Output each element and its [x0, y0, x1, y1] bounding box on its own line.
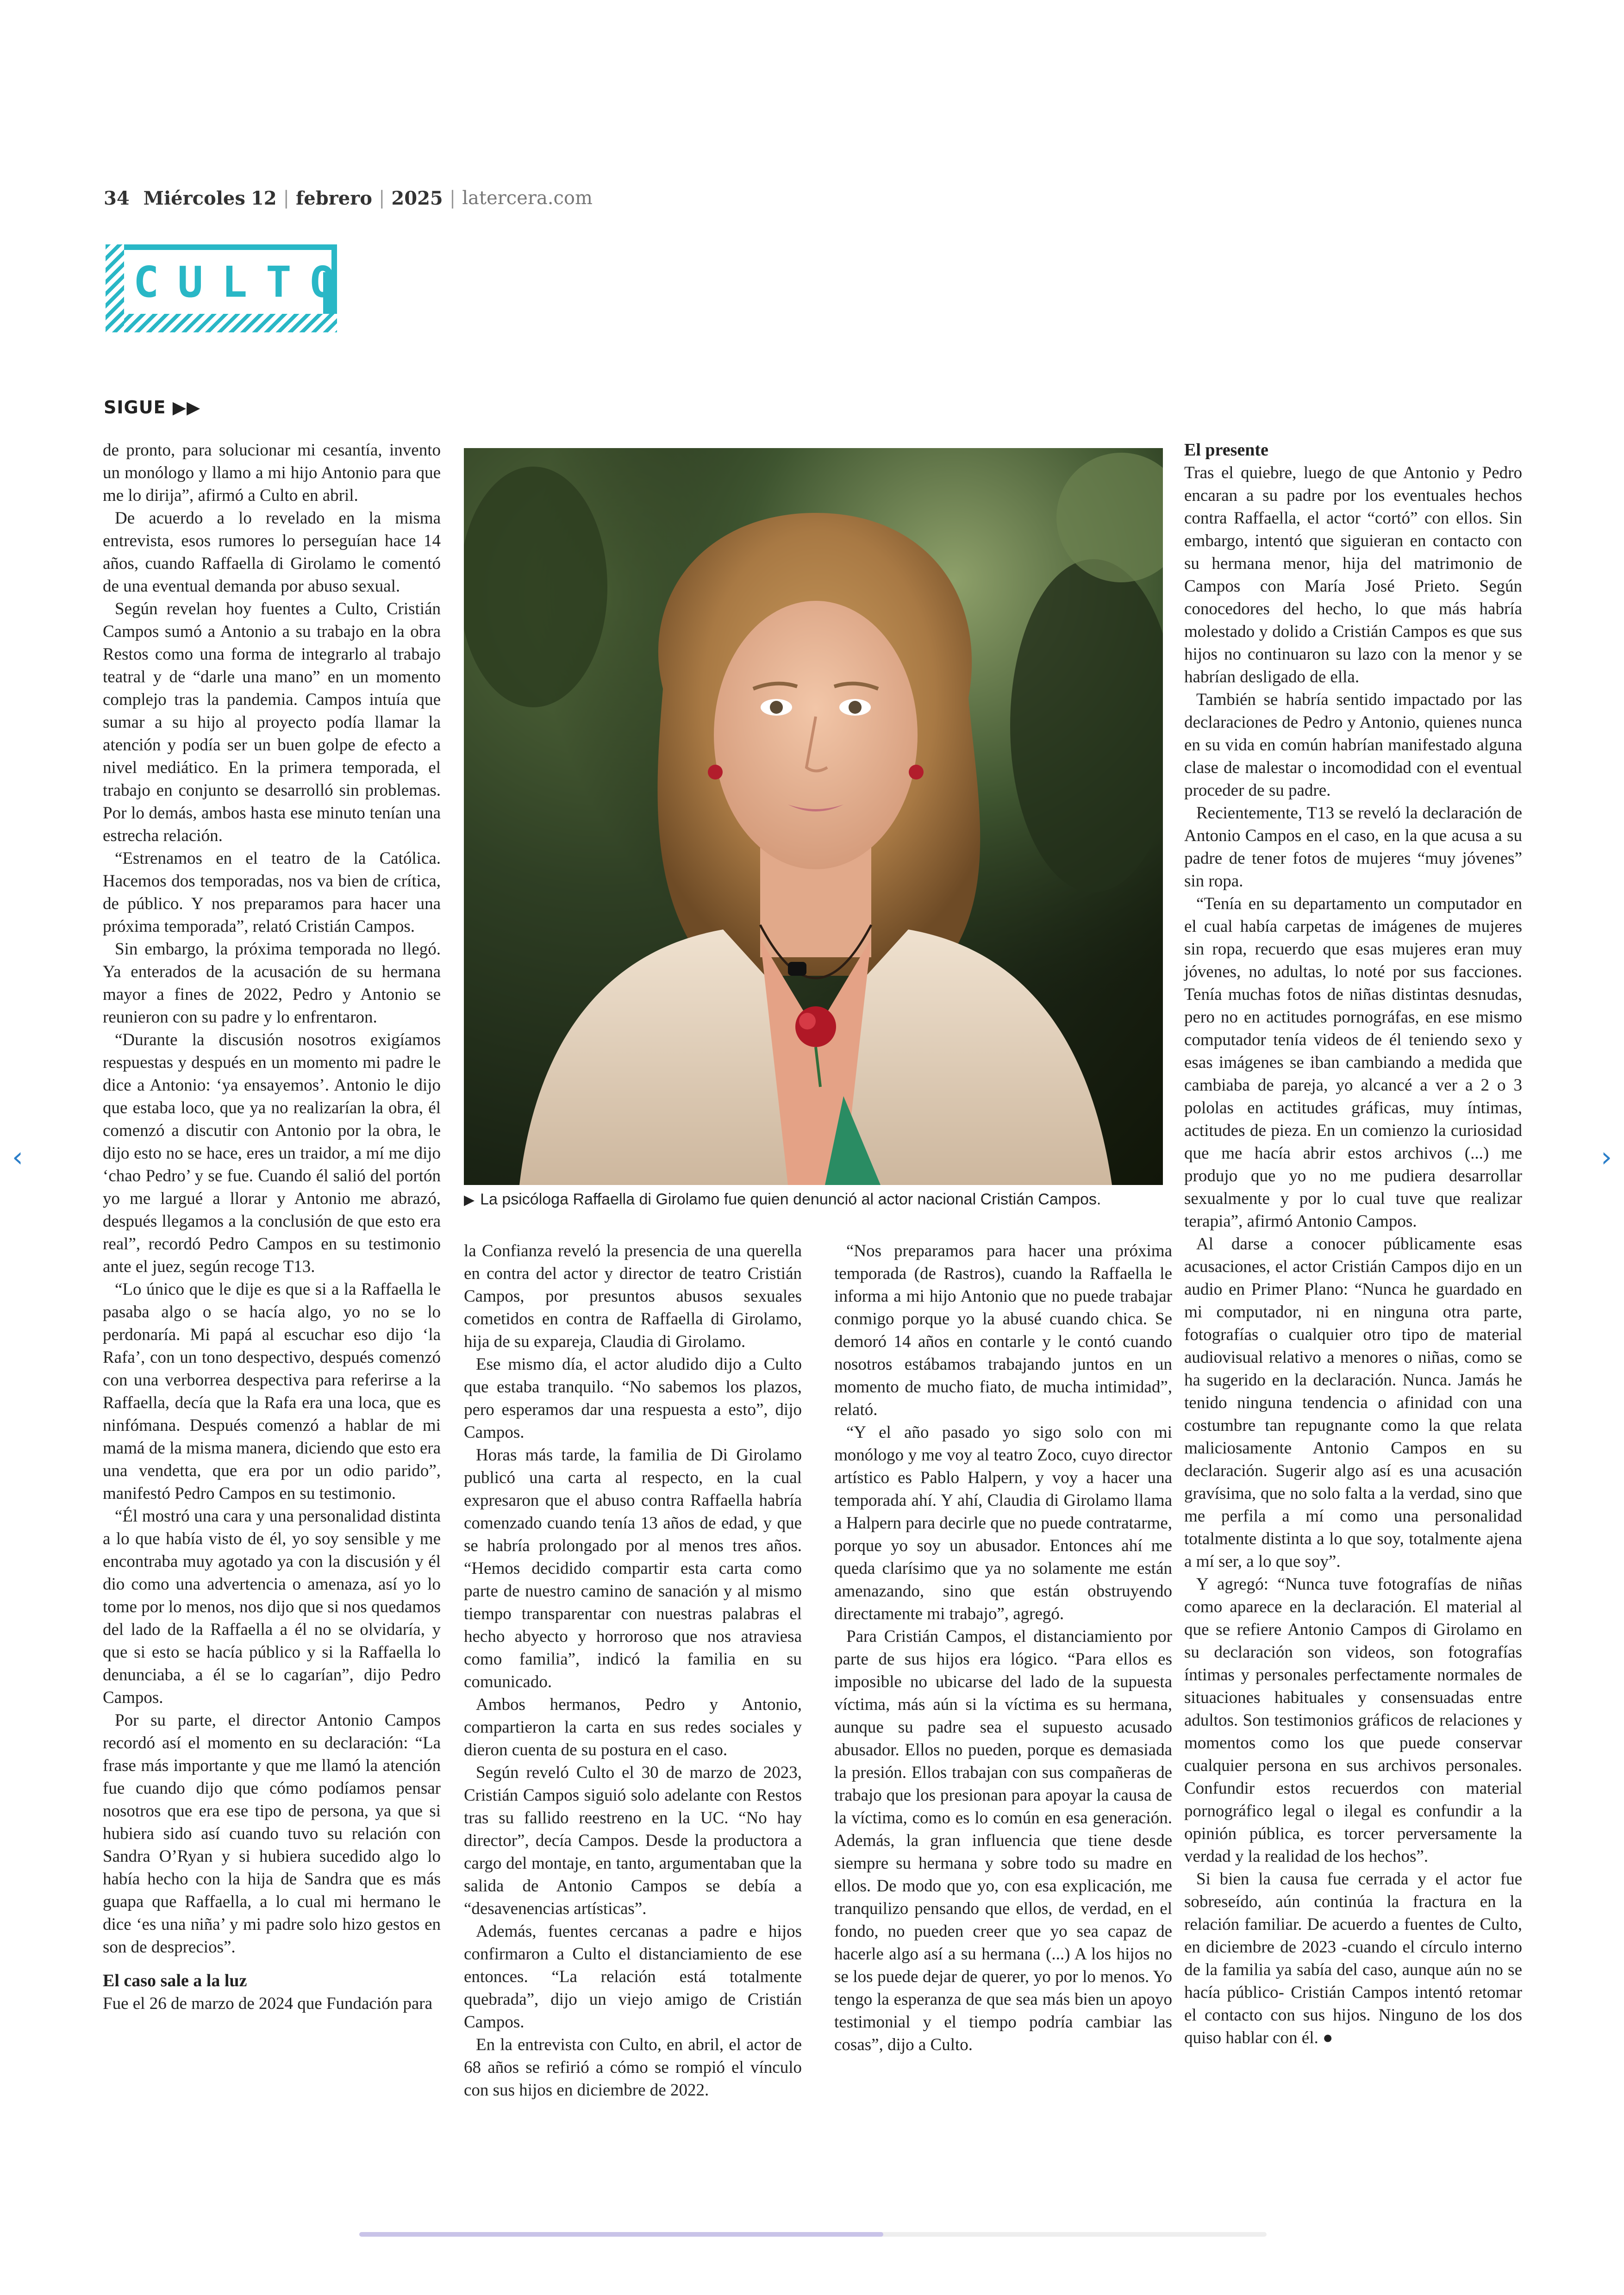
paragraph: “Estrenamos en el teatro de la Católica. Hacemos dos temporadas, nos va bien de crítica, de público. Y nos preparamos para hacer una próxima temporada”, relató Cristián Campos. — [103, 849, 441, 936]
continued-label: SIGUE ▶▶ — [104, 397, 201, 418]
chevron-right-icon: › — [1601, 1141, 1612, 1173]
next-page-button[interactable] — [1593, 1139, 1620, 1176]
article-column-3 — [834, 1240, 1172, 2056]
paragraph: Por su parte, el director Antonio Campos recordó así el momento en su declaración: “La frase más importante y que me llamó la atención fue cuando dijo que cómo podíamos pensar nosotros que era ese tipo de persona, ya que si hubiera sido así cuando tuvo su relación con Sandra O’Ryan y si hubiera sucedido algo lo había hecho con la hija de Sandra que es más guapa que Raffaella, a lo cual mi hermano le dice ‘es una niña’ y mi padre solo hizo gestos en son de desprecios”. — [103, 1711, 441, 1957]
page-number: 34 — [104, 187, 130, 209]
paragraph: Según reveló Culto el 30 de marzo de 2023, Cristián Campos siguió solo adelante con Restos tras su fallido reestreno en la UC. “No hay director”, decía Campos. Desde la productora a cargo del montaje, en tanto, argumentaban que la salida de Antonio Campos se debía a “desavenencias artísticas”. — [464, 1763, 802, 1918]
caption-text: La psicóloga Raffaella di Girolamo fue quien denunció al actor nacional Cristián Campos. — [480, 1191, 1101, 1208]
paragraph: Sin embargo, la próxima temporada no llegó. Ya enterados de la acusación de su hermana mayor a fines de 2022, Pedro y Antonio se reunieron con su padre y lo enfrentaron. — [103, 940, 441, 1027]
paragraph: De acuerdo a lo revelado en la misma entrevista, esos rumores lo perseguían hace 14 años, cuando Raffaella di Girolamo le comentó de una eventual demanda por abuso sexual. — [103, 509, 441, 596]
section-logo-text: CULTO — [133, 257, 354, 307]
paragraph: Recientemente, T13 se reveló la declaración de Antonio Campos en el caso, en la que acusa a su padre de tener fotos de mujeres “muy jóvenes” sin ropa. — [1184, 804, 1522, 891]
page-header: 34 Miércoles 12 | febrero | 2025 | latercera.com — [104, 187, 593, 209]
day: 12 — [250, 187, 277, 209]
year: 2025 — [391, 187, 443, 209]
paragraph: “Lo único que le dije es que si a la Raffaella le pasaba algo o se hacía algo, yo no se lo perdonaría. Mi papá al escuchar eso dijo ‘la Rafa’, con un tono despectivo, después comenzó con una verborrea despectiva para referirse a la Raffaella, decía que la Rafa era una loca, que es ninfómana. Después comenzó a hablar de mi mamá de la misma manera, diciendo que esto era una vendetta, que era por un odio parido”, manifestó Pedro Campos en su testimonio. — [103, 1280, 441, 1503]
chevron-left-icon: ‹ — [12, 1141, 23, 1173]
paragraph: “Tenía en su departamento un computador en el cual había carpetas de imágenes de mujeres sin ropa, recuerdo que esas mujeres eran muy jóvenes, no adultas, lo noté por sus facciones. Tenía muchas fotos de niñas distintas desnudas, pero no en actitudes pornográfas, en ese mismo computador tenía videos de él teniendo sexo y esas imágenes se iban cambiando a medida que cambiaba de pareja, yo alcancé a ver a 2 o 3 pololas en actitudes gráficas, muy íntimas, actitudes de pieza. En un comienzo la curiosidad que me hacía abrir estos archivos (...) me produjo que yo no me pudiera desarrollar sexualmente y por lo cual tuve que realizar terapia”, afirmó Antonio Campos. — [1184, 894, 1522, 1231]
paragraph: Fue el 26 de marzo de 2024 que Fundación para — [103, 1994, 433, 2013]
caption-marker: ▶ — [464, 1192, 475, 1208]
section-logo — [106, 244, 354, 332]
subheading: El presente — [1184, 440, 1268, 460]
paragraph: Según revelan hoy fuentes a Culto, Cristián Campos sumó a Antonio a su trabajo en la obra Restos como una forma de integrarlo al trabajo teatral y de “darle una mano” en un momento complejo tras la pandemia. Campos intuía que sumar a su hijo al proyecto podía llamar la atención y podía ser un buen golpe de efecto a nivel mediático. En la primera temporada, el trabajo en conjunto se desarrolló sin problemas. Por lo demás, ambos hasta ese minuto tenían una estrecha relación. — [103, 599, 441, 845]
paragraph: Además, fuentes cercanas a padre e hijos confirmaron a Culto el distanciamiento de ese entonces. “La relación está totalmente quebrada”, dijo un viejo amigo de Cristián Campos. — [464, 1922, 802, 2032]
paragraph: “Él mostró una cara y una personalidad distinta a lo que había visto de él, yo soy sensible y me encontraba muy agotado ya con la discusión y él dio como una advertencia o amenaza, así yo lo tome por lo menos, nos dijo que si nos quedamos del lado de la Raffaella a él no se olvidaría, y que si esto se hacía público y si la Raffaella lo denunciaba, a él se lo cagarían”, dijo Pedro Campos. — [103, 1507, 441, 1707]
site-name: latercera.com — [462, 187, 593, 209]
paragraph: También se habría sentido impactado por las declaraciones de Pedro y Antonio, quienes nunca en su vida en común habrían manifestado alguna clase de malestar o incomodidad con el eventual proceder de su padre. — [1184, 690, 1522, 800]
paragraph: Para Cristián Campos, el distanciamiento por parte de sus hijos era lógico. “Para ellos es imposible no ubicarse del lado de la supuesta víctima, más aún si la víctima es su hermana, aunque su padre sea el supuesto acusado abusador. Ellos no pueden, porque es demasiada la presión. Ellos trabajan con sus compañeras de trabajo que los presionan para apoyar la causa de la víctima, como es lo común en esa generación. Además, la gran influencia que tiene desde siempre su hermana y sobre todo su madre en ellos. De modo que yo, con esa explicación, me tranquilizo pensando que ellos, de verdad, en el fondo, no pueden creer que yo sea capaz de hacerle algo así a su hermana (...) A los hijos no se los puede dejar de querer, yo por lo menos. Yo tengo la esperanza de que sea más bien un apoyo testimonial y el tiempo podría cambiar las cosas”, dijo a Culto. — [834, 1627, 1172, 2054]
horizontal-scrollbar-thumb[interactable] — [359, 2232, 883, 2237]
month: febrero — [296, 187, 372, 209]
subheading: El caso sale a la luz — [103, 1971, 247, 1990]
paragraph: “Y el año pasado yo sigo solo con mi monólogo y me voy al teatro Zoco, cuyo director artístico es Pablo Halpern, y voy a hacer una temporada ahí. Y ahí, Claudia di Girolamo llama a Halpern para decirle que no puede contratarme, porque yo soy un abusador. Entonces ahí me queda clarísimo que ya no solamente me están amenazando, sino que están obstruyendo directamente mi trabajo”, agregó. — [834, 1423, 1172, 1623]
paragraph: En la entrevista con Culto, en abril, el actor de 68 años se refirió a cómo se rompió el vínculo con sus hijos en diciembre de 2022. — [464, 2035, 802, 2100]
article-column-1 — [103, 439, 441, 2015]
article-column-4 — [1184, 439, 1522, 2049]
article-column-2 — [464, 1240, 802, 2102]
paragraph: Horas más tarde, la familia de Di Girolamo publicó una carta al respecto, en la cual expresaron que el abuso contra Raffaella habría comenzado cuando tenía 13 años de edad, y que se habría prolongado por al menos tres años. “Hemos decidido compartir esta carta como parte de nuestro camino de sanación y al mismo tiempo transparentar con nuestras palabras el hecho abyecto y horroroso que nos atraviesa como familia”, indicó la familia en su comunicado. — [464, 1446, 802, 1691]
paragraph: Ambos hermanos, Pedro y Antonio, compartieron la carta en sus redes sociales y dieron cuenta de su postura en el caso. — [464, 1695, 802, 1759]
photo-caption — [464, 1191, 1168, 1209]
paragraph: la Confianza reveló la presencia de una querella en contra del actor y director de teatro Cristián Campos, por presuntos abusos sexuales cometidos en contra de Raffaella di Girolamo, hija de su expareja, Claudia di Girolamo. — [464, 1241, 802, 1351]
weekday: Miércoles — [143, 187, 245, 209]
paragraph: “Nos preparamos para hacer una próxima temporada (de Rastros), cuando la Raffaella le informa a mi hijo Antonio que no puede trabajar conmigo porque yo la abusé cuando chica. Se demoró 14 años en contarle y le contó cuando nosotros estábamos trabajando juntos en un momento de mucho fiato, de mucha intimidad”, relató. — [834, 1241, 1172, 1419]
portrait-illustration — [464, 448, 1163, 1185]
article-photo — [464, 448, 1163, 1185]
paragraph: de pronto, para solucionar mi cesantía, invento un monólogo y llamo a mi hijo Antonio para que me lo dirija”, afirmó a Culto en abril. — [103, 441, 441, 505]
paragraph: Y agregó: “Nunca tuve fotografías de niñas como aparece en la declaración. El material al que se refiere Antonio Campos di Girolamo en su declaración son videos, son fotografías íntimas y personales perfectamente normales de situaciones habituales y consensuadas entre adultos. Son testimonios gráficos de relaciones y momentos como los que puede conservar cualquier persona en sus archivos personales. Confundir estos recuerdos con material pornográfico legal o ilegal es confundir a la opinión pública, es torcer perversamente la verdad y la realidad de los hechos”. — [1184, 1575, 1522, 1866]
paragraph: Tras el quiebre, luego de que Antonio y Pedro encaran a su padre por los eventuales hechos contra Raffaella, el actor “cortó” con ellos. Sin embargo, intentó que siguieran en contacto con su hermana menor, hija del matrimonio de Campos con María José Prieto. Según conocedores del hecho, lo que más habría molestado y dolido a Cristián Campos es que sus hijos no continuaron su lazo con la menor y se habrían desligado de ella. — [1184, 463, 1522, 686]
paragraph: Si bien la causa fue cerrada y el actor fue sobreseído, aún continúa la fractura en la relación familiar. De acuerdo a fuentes de Culto, en diciembre de 2023 -cuando el círculo interno de la familia ya sabía del caso, aunque aún no se hacía público- Cristián Campos intentó retomar el contacto con sus hijos. Ninguno de los dos quiso hablar con él. ● — [1184, 1870, 1522, 2047]
paragraph: Al darse a conocer públicamente esas acusaciones, el actor Cristián Campos dijo en un audio en Primer Plano: “Nunca he guardado en mi computador, ni en ninguna otra parte, fotografías o cualquier otro tipo de material audiovisual relativo a menores o niñas, como se ha sugerido en la declaración. Nunca. Jamás he tenido ninguna tendencia o afinidad con una costumbre tan repugnante como la que relata maliciosamente Antonio Campos en su declaración. Sugerir algo así es una acusación gravísima, que no solo falta a la verdad, sino que me perfila a mí como una personalidad totalmente distinta a lo que soy, totalmente ajena a mí ser, a lo que soy”. — [1184, 1235, 1522, 1571]
paragraph: “Durante la discusión nosotros exigíamos respuestas y después en un momento mi padre le dice a Antonio: ‘ya ensayemos’. Antonio le dijo que estaba loco, que ya no realizarían la obra, él comenzó a discutir con Antonio por la obra, le dijo esto no se hace, eres un traidor, a mí me dijo ‘chao Pedro’ y se fue. Cuando él salió del portón yo me largué a llorar y Antonio me abrazó, después llegamos a la conclusión de que esto era real”, recordó Pedro Campos en su testimonio ante el juez, según recoge T13. — [103, 1030, 441, 1276]
previous-page-button[interactable] — [4, 1139, 31, 1176]
paragraph: Ese mismo día, el actor aludido dijo a Culto que estaba tranquilo. “No sabemos los plazos, pero esperamos dar una respuesta a esto”, dijo Campos. — [464, 1355, 802, 1442]
